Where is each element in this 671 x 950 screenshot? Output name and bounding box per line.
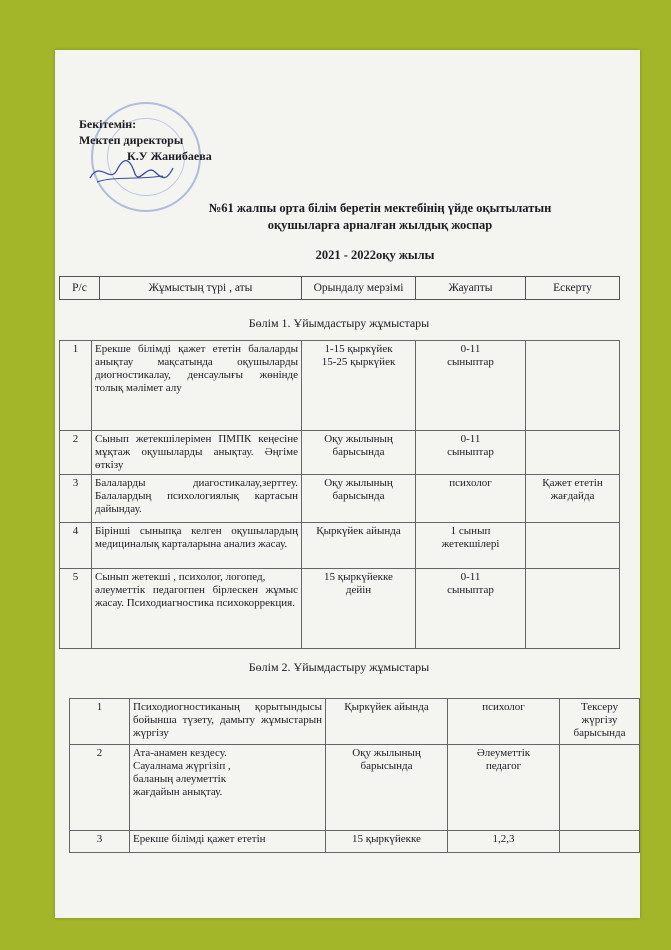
row-responsible: 1,2,3 [448, 831, 560, 853]
table-row [60, 523, 620, 569]
table-row [60, 569, 620, 649]
row-responsible: 1 сынып жетекшілері [416, 523, 526, 569]
row-work: Бірінші сыныпқа келген оқушылардың медициналық карталарына анализ жасау. [92, 523, 302, 569]
section-1-title: Бөлім 1. Ұйымдастыру жұмыстары [248, 316, 430, 330]
row-note: Қажет ететін жағдайда [526, 475, 620, 523]
header-number: Р/с [60, 277, 100, 300]
table-row [70, 699, 640, 745]
row-deadline: Оқу жылының барысында [302, 431, 416, 475]
section-1-table [59, 340, 620, 649]
row-deadline: Оқу жылының барысында [302, 475, 416, 523]
row-note [526, 523, 620, 569]
header-note: Ескерту [526, 277, 620, 300]
table-row [70, 831, 640, 853]
row-deadline: 15 қыркүйекке дейін [302, 569, 416, 649]
row-responsible: 0-11 сыныптар [416, 431, 526, 475]
table-row [70, 745, 640, 831]
row-work: Балаларды диагостикалау,зерттеу. Балалардың психологиялық картасын дайындау. [92, 475, 302, 523]
section-2-table [69, 698, 640, 853]
title-line-1: №61 жалпы орта білім беретін мектебінің үйде оқытылатын [208, 201, 552, 215]
row-number: 2 [70, 745, 130, 831]
row-number: 1 [70, 699, 130, 745]
row-note [526, 431, 620, 475]
approval-block [79, 116, 212, 164]
row-responsible: 0-11 сыныптар [416, 341, 526, 431]
row-number: 5 [60, 569, 92, 649]
school-year: 2021 - 2022оқу жылы [315, 248, 435, 262]
row-deadline: 15 қыркүйекке [326, 831, 448, 853]
row-work: Ерекше білімді қажет ететін балаларды анықтау мақсатында оқушыларды диогностикалау, денсаулығы жөнінде толық мәлімет алу [92, 341, 302, 431]
row-number: 4 [60, 523, 92, 569]
approval-name: К.У Жанибаева [127, 149, 212, 163]
header-work: Жұмыстың түрі , аты [100, 277, 302, 300]
row-responsible: 0-11 сыныптар [416, 569, 526, 649]
row-note: Тексеру жүргізу барысында [560, 699, 640, 745]
row-number: 2 [60, 431, 92, 475]
row-note [560, 745, 640, 831]
row-deadline: 1-15 қыркүйек 15-25 қыркүйек [302, 341, 416, 431]
table-row [60, 431, 620, 475]
row-work: Психодиогностиканың қорытындысы бойынша түзету, дамыту жұмыстарын жүргізу [130, 699, 326, 745]
row-number: 1 [60, 341, 92, 431]
header-responsible: Жауапты [416, 277, 526, 300]
row-responsible: Әлеуметтік педагог [448, 745, 560, 831]
row-deadline: Қыркүйек айында [302, 523, 416, 569]
document-title [165, 200, 595, 234]
row-work: Ата-анамен кездесу. Сауалнама жүргізіп , баланың әлеуметтік жағдайын анықтау. [130, 745, 326, 831]
section-2-title: Бөлім 2. Ұйымдастыру жұмыстары [248, 660, 430, 674]
row-note [526, 341, 620, 431]
title-line-2: оқушыларға арналған жылдық жоспар [267, 218, 493, 232]
row-note [526, 569, 620, 649]
table-row [60, 341, 620, 431]
row-responsible: психолог [416, 475, 526, 523]
row-number: 3 [70, 831, 130, 853]
approval-position: Мектеп директоры [79, 133, 184, 147]
row-number: 3 [60, 475, 92, 523]
table-header [59, 276, 620, 300]
row-note [560, 831, 640, 853]
table-row [60, 475, 620, 523]
approval-label: Бекітемін: [79, 117, 137, 131]
row-work: Сынып жетекшілерімен ПМПК кеңесіне мұқтаж оқушыларды анықтау. Әңгіме өткізу [92, 431, 302, 475]
row-deadline: Қыркүйек айында [326, 699, 448, 745]
row-work: Сынып жетекші , психолог, логопед, әлеуметтік педагогпен бірлескен жұмыс жасау. Психодиагностика психокоррекция. [92, 569, 302, 649]
row-deadline: Оқу жылының барысында [326, 745, 448, 831]
document-page [55, 50, 640, 918]
row-responsible: психолог [448, 699, 560, 745]
row-work: Ерекше білімді қажет ететін [130, 831, 326, 853]
header-deadline: Орындалу мерзімі [302, 277, 416, 300]
